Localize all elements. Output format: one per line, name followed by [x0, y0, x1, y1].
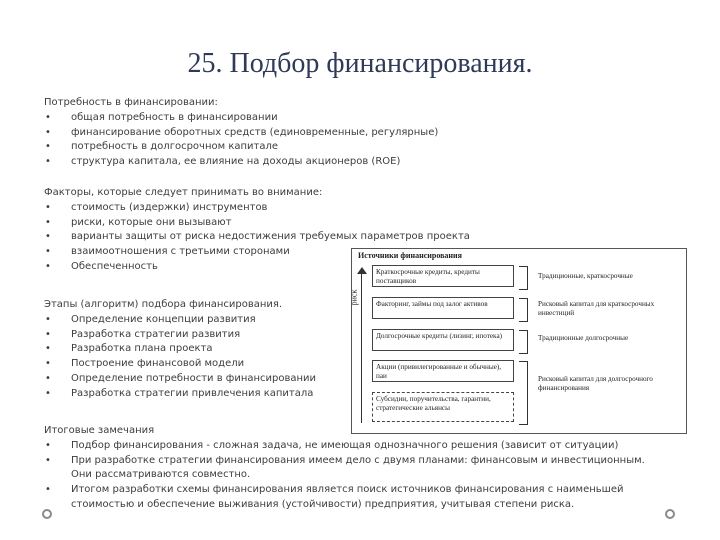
list-item: • Определение потребности в финансировании: [44, 372, 316, 387]
bullet-marker: •: [45, 201, 51, 213]
group-brace: [519, 361, 528, 425]
risk-arrow: [361, 273, 362, 423]
bullet-marker: •: [45, 387, 51, 399]
bullet-marker: •: [45, 439, 51, 451]
slide-title: 25. Подбор финансирования.: [187, 48, 533, 79]
group-brace: [519, 266, 528, 290]
bullet-marker: •: [45, 246, 51, 258]
decorative-circle-right: [665, 509, 675, 519]
list-item: • потребность в долгосрочном капитале: [44, 140, 438, 155]
bullet-marker: •: [45, 231, 51, 243]
list-item: • стоимость (издержки) инструментов: [44, 201, 470, 216]
bullet-marker: •: [45, 343, 51, 355]
list-item: • риски, которые они вызывают: [44, 216, 470, 231]
list-item: • Разработка плана проекта: [44, 342, 316, 357]
list-item: • Построение финансовой модели: [44, 357, 316, 372]
source-box: Долгосрочные кредиты (лизинг, ипотека): [372, 329, 514, 351]
source-box-dashed: Субсидии, поручительства, гарантии, стратегические альянсы: [372, 392, 514, 422]
bullet-marker: •: [45, 156, 51, 168]
bullet-marker: •: [45, 260, 51, 272]
bullet-marker: •: [45, 328, 51, 340]
bullet-marker: •: [45, 484, 51, 496]
financing-sources-diagram: [351, 248, 687, 434]
list-item: • Итогом разработки схемы финансирования является поиск источников финансирования с наименьшей стоимостью и обеспечение выживания (устойчивости) предприятия, учитывая степени риска.: [45, 484, 624, 510]
group-brace: [519, 298, 528, 322]
section-heading: Этапы (алгоритм) подбора финансирования.: [44, 299, 283, 310]
bullet-marker: •: [45, 358, 51, 370]
bullet-marker: •: [45, 126, 51, 138]
category-label: Рисковый капитал для долгосрочного финансирования: [538, 375, 653, 392]
section-heading: Факторы, которые следует принимать во внимание:: [44, 187, 323, 198]
source-box: Краткосрочные кредиты, кредиты поставщиков: [372, 265, 514, 287]
list-item: • Обеспеченность: [44, 260, 470, 275]
category-label: Традиционные, краткосрочные: [538, 272, 633, 280]
bullet-marker: •: [45, 372, 51, 384]
risk-arrowhead: [357, 267, 367, 274]
list-item: • общая потребность в финансировании: [44, 111, 438, 126]
section-conclusions: [44, 424, 661, 513]
list-item: • При разработке стратегии финансирования имеем дело с двумя планами: финансовым и инвестиционным. Они рассматриваются совместно.: [45, 454, 645, 481]
list-item: • Подбор финансирования - сложная задача, не имеющая однозначного решения (зависит от ситуации): [44, 439, 661, 454]
section-stages: [44, 298, 316, 402]
list-item: • Разработка стратегии привлечения капитала: [44, 387, 316, 402]
group-brace: [519, 330, 528, 354]
decorative-circle-left: [42, 509, 52, 519]
section-heading: Итоговые замечания: [44, 425, 155, 436]
list-item: • взаимоотношения с третьими сторонами: [44, 245, 470, 260]
category-label: Рисковый капитал для краткосрочных инвестиций: [538, 300, 655, 317]
list-item: • структура капитала, ее влияние на доходы акционеров (ROE): [44, 155, 438, 170]
list-item: • Разработка стратегии развития: [44, 328, 316, 343]
source-box: Факторинг, займы под залог активов: [372, 297, 514, 319]
risk-axis-label: риск: [349, 289, 359, 306]
diagram-title: Источники финансирования: [358, 251, 462, 260]
bullet-marker: •: [45, 454, 51, 466]
bullet-marker: •: [45, 111, 51, 123]
list-item: • финансирование оборотных средств (единовременные, регулярные): [44, 126, 438, 141]
section-financing-needs: [44, 96, 438, 170]
category-label: Традиционные долгосрочные: [538, 334, 629, 342]
bullet-marker: •: [45, 141, 51, 153]
list-item: • варианты защиты от риска недостижения требуемых параметров проекта: [44, 230, 470, 245]
bullet-marker: •: [45, 313, 51, 325]
bullet-marker: •: [45, 216, 51, 228]
section-heading: Потребность в финансировании:: [44, 97, 218, 108]
source-box: Акции (привилегированные и обычные), паи: [372, 360, 514, 382]
list-item: • Определение концепции развития: [44, 313, 316, 328]
